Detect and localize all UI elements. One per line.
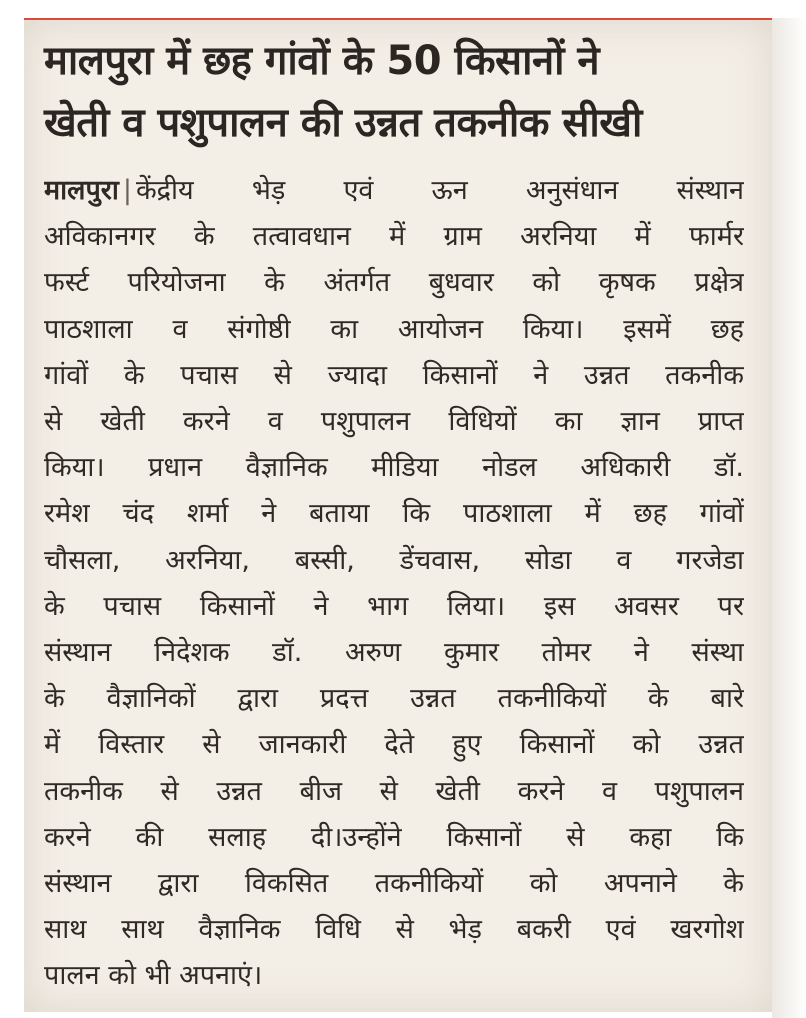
article-line: अविकानगर के तत्वावधान में ग्राम अरनिया में फार्मर — [44, 221, 744, 253]
article-line: के वैज्ञानिकों द्वारा प्रदत्त उन्नत तकनीकियों के बारे — [44, 683, 744, 715]
article-line: से खेती करने व पशुपालन विधियों का ज्ञान प्राप्त — [44, 406, 744, 438]
headline-line-2: खेती व पशुपालन की उन्नत तकनीक सीखी — [44, 100, 642, 146]
article-line: तकनीक से उन्नत बीज से खेती करने व पशुपालन — [44, 775, 744, 807]
article-line: के पचास किसानों ने भाग लिया। इस अवसर पर — [44, 590, 744, 622]
article-line — [44, 168, 744, 214]
headline — [44, 30, 744, 154]
article-line: पाठशाला व संगोष्ठी का आयोजन किया। इसमें छह — [44, 313, 744, 345]
dateline-separator: | — [122, 175, 132, 206]
article-line: फर्स्ट परियोजना के अंतर्गत बुधवार को कृषक प्रक्षेत्र — [44, 267, 744, 299]
article-line: साथ साथ वैज्ञानिक विधि से भेड़ बकरी एवं खरगोश — [44, 914, 744, 946]
article-line: गांवों के पचास से ज्यादा किसानों ने उन्नत तकनीक — [44, 359, 744, 391]
article-body — [44, 168, 744, 1000]
article-line-text: केंद्रीय भेड़ एवं ऊन अनुसंधान संस्थान — [135, 175, 744, 206]
article-line: में विस्तार से जानकारी देते हुए किसानों को उन्नत — [44, 729, 744, 761]
dateline: मालपुरा — [44, 175, 119, 206]
headline-line-1: मालपुरा में छह गांवों के 50 किसानों ने — [44, 38, 600, 84]
article-line: संस्थान निदेशक डॉ. अरुण कुमार तोमर ने संस्था — [44, 637, 744, 669]
page-edge — [772, 18, 806, 1018]
article-line: रमेश चंद शर्मा ने बताया कि पाठशाला में छह गांवों — [44, 498, 744, 530]
article-line: किया। प्रधान वैज्ञानिक मीडिया नोडल अधिकारी डॉ. — [44, 452, 744, 484]
article-line: करने की सलाह दी।उन्होंने किसानों से कहा कि — [44, 821, 744, 853]
article-line: संस्थान द्वारा विकसित तकनीकियों को अपनाने के — [44, 868, 744, 900]
article-line: चौसला, अरनिया, बस्सी, डेंचवास, सोडा व गरजेडा — [44, 544, 744, 576]
article-line: पालन को भी अपनाएं। — [44, 960, 263, 992]
